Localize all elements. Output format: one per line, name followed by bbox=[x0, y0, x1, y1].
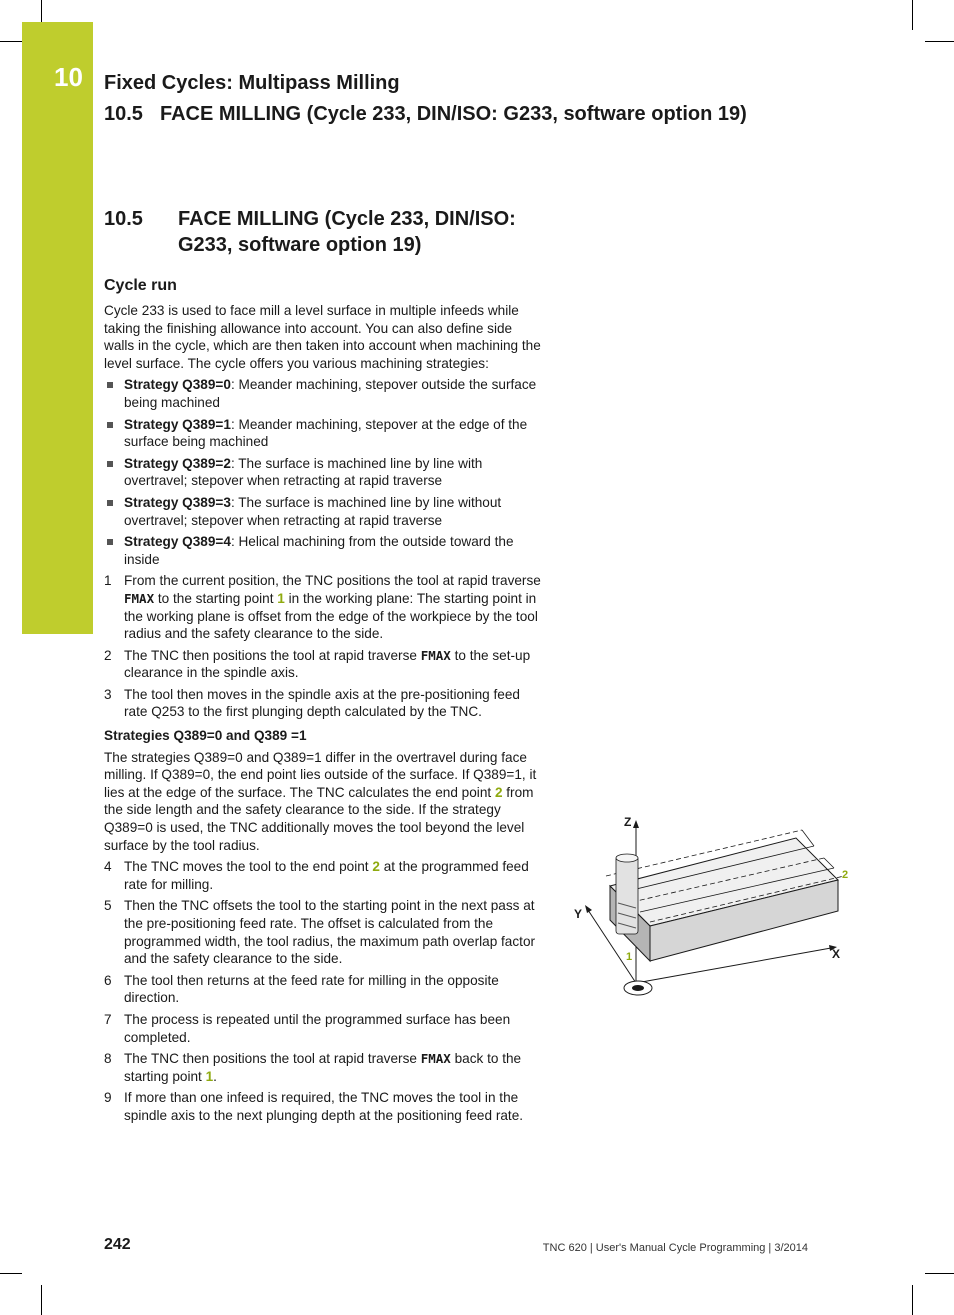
list-item bbox=[104, 858, 544, 893]
strategy-label: Strategy Q389=0 bbox=[124, 377, 231, 393]
axis-label-z: Z bbox=[624, 815, 632, 829]
strategy-text: : Helical machining from the outside toward the inside bbox=[124, 534, 514, 567]
list-item bbox=[104, 1089, 544, 1124]
step-text-part: The TNC moves the tool to the end point bbox=[124, 859, 373, 875]
step-text: The tool then returns at the feed rate for milling in the opposite direction. bbox=[124, 972, 499, 1006]
milling-cutter bbox=[616, 854, 638, 934]
paragraph-part: The strategies Q389=0 and Q389=1 differ in the overtravel during face milling. If Q389=0, the end point lies outside of the surface. If Q389=1, it lies at the edge of the surface. The TNC calculates the end point bbox=[104, 749, 537, 800]
chapter-number: 10 bbox=[54, 62, 83, 92]
strategy-text: : Meander machining, stepover outside the surface being machined bbox=[124, 377, 537, 410]
chapter-side-band bbox=[22, 22, 93, 634]
crop-mark bbox=[41, 0, 42, 22]
point-ref: 2 bbox=[372, 859, 380, 875]
list-item bbox=[104, 1050, 544, 1085]
paragraph-part: from the side length and the safety clearance to the side. If the strategy Q389=0 is used, the TNC additionally moves the tool beyond the level surface by the tool radius. bbox=[104, 784, 534, 853]
step-text-part: at the programmed feed rate for milling. bbox=[124, 859, 529, 892]
list-item bbox=[104, 416, 544, 451]
strategy-text: : Meander machining, stepover at the edge of the surface being machined bbox=[124, 416, 528, 450]
list-item bbox=[104, 533, 544, 568]
step-number: 3 bbox=[104, 686, 112, 702]
step-number: 6 bbox=[104, 972, 112, 988]
crop-mark bbox=[912, 0, 913, 30]
list-item bbox=[104, 572, 544, 642]
list-item bbox=[104, 455, 544, 490]
section-title: FACE MILLING (Cycle 233, DIN/ISO: G233, software option 19) bbox=[178, 208, 516, 256]
strategy-label: Strategy Q389=2 bbox=[124, 455, 231, 471]
crop-mark bbox=[912, 1285, 913, 1315]
step-text bbox=[124, 858, 544, 893]
step-number: 2 bbox=[104, 647, 112, 663]
section-heading bbox=[104, 206, 544, 258]
step-number: 5 bbox=[104, 898, 112, 914]
running-header-chapter-title: Fixed Cycles: Multipass Milling bbox=[104, 72, 400, 94]
point-ref: 2 bbox=[494, 784, 503, 800]
step-text: The process is repeated until the programmed surface has been completed. bbox=[124, 1011, 511, 1045]
section-number: 10.5 bbox=[104, 208, 143, 230]
code-fmax: FMAX bbox=[420, 1051, 451, 1067]
footer-doc-info: TNC 620 | User's Manual Cycle Programming | 3/2014 bbox=[542, 1242, 808, 1254]
step-number: 4 bbox=[104, 859, 112, 875]
strategy-text: : The surface is machined line by line without overtravel; stepover when retracting at rapid traverse bbox=[124, 494, 502, 528]
body-text bbox=[104, 276, 544, 1129]
list-item bbox=[104, 1011, 544, 1046]
step-number: 8 bbox=[104, 1051, 112, 1067]
crop-mark bbox=[925, 41, 954, 42]
face-milling-figure bbox=[566, 808, 856, 1008]
running-header-section-title: FACE MILLING (Cycle 233, DIN/ISO: G233, software option 19) bbox=[160, 103, 747, 125]
strategy-label: Strategy Q389=4 bbox=[124, 534, 231, 550]
origin-symbol bbox=[624, 981, 652, 995]
step-text bbox=[124, 572, 544, 642]
strategies-paragraph bbox=[104, 749, 544, 855]
cycle-run-heading: Cycle run bbox=[104, 277, 177, 294]
crop-mark bbox=[41, 1285, 42, 1315]
list-item bbox=[104, 647, 544, 682]
list-item bbox=[104, 376, 544, 411]
list-item bbox=[104, 686, 544, 721]
list-item bbox=[104, 972, 544, 1007]
step-text-part: to the starting point bbox=[154, 590, 278, 606]
strategy-label: Strategy Q389=3 bbox=[124, 494, 231, 510]
axis-label-y: Y bbox=[574, 907, 583, 921]
running-header-section bbox=[104, 103, 747, 126]
code-fmax: FMAX bbox=[124, 590, 155, 606]
code-fmax: FMAX bbox=[420, 647, 451, 663]
step-text-part: back to the starting point bbox=[124, 1051, 522, 1084]
strategies-heading: Strategies Q389=0 and Q389 =1 bbox=[104, 728, 307, 744]
step-text-part: From the current position, the TNC positions the tool at rapid traverse bbox=[124, 573, 541, 589]
strategy-list bbox=[104, 376, 544, 568]
step-text bbox=[124, 1050, 544, 1085]
step-text-part: The TNC then positions the tool at rapid traverse bbox=[124, 1051, 421, 1067]
step-number: 7 bbox=[104, 1011, 112, 1027]
point-ref: 1 bbox=[205, 1068, 214, 1084]
step-text-part: in the working plane: The starting point in the working plane is offset from the edge of the workpiece by the tool radius and the safety clearance to the side. bbox=[124, 590, 538, 642]
strategy-steps bbox=[104, 858, 544, 1124]
step-text: Then the TNC offsets the tool to the starting point in the next pass at the pre-positioning feed rate. The offset is calculated from the programmed width, the tool radius, the maximum path overlap factor and the safety clearance to the side. bbox=[124, 898, 536, 967]
cycle-steps bbox=[104, 572, 544, 721]
step-text bbox=[124, 647, 544, 682]
point-ref: 1 bbox=[277, 590, 285, 606]
crop-mark bbox=[0, 41, 22, 42]
page-number: 242 bbox=[104, 1236, 131, 1253]
running-header-section-number: 10.5 bbox=[104, 103, 143, 125]
step-text-part: to the set-up clearance in the spindle axis. bbox=[124, 647, 531, 681]
step-text-part: . bbox=[213, 1068, 217, 1084]
strategy-label: Strategy Q389=1 bbox=[124, 416, 231, 432]
cycle-run-intro: Cycle 233 is used to face mill a level surface in multiple infeeds while taking the finishing allowance into account. You can also define side walls in the cycle, which are then taken into account when machining the level surface. The cycle offers you various machining strategies: bbox=[104, 303, 541, 371]
strategy-text: : The surface is machined line by line with overtravel; stepover when retracting at rapid traverse bbox=[124, 455, 483, 489]
point-label-1: 1 bbox=[626, 951, 633, 963]
crop-mark bbox=[0, 1273, 22, 1274]
point-label-2: 2 bbox=[842, 869, 849, 881]
step-number: 1 bbox=[104, 573, 112, 589]
crop-mark bbox=[925, 1273, 954, 1274]
step-text: The tool then moves in the spindle axis at the pre-positioning feed rate Q253 to the first plunging depth calculated by the TNC. bbox=[124, 686, 520, 720]
step-text: If more than one infeed is required, the TNC moves the tool in the spindle axis to the next plunging depth at the positioning feed rate. bbox=[124, 1090, 524, 1123]
step-text-part: The TNC then positions the tool at rapid traverse bbox=[124, 647, 421, 663]
axis-label-x: X bbox=[832, 947, 841, 961]
list-item bbox=[104, 897, 544, 967]
list-item bbox=[104, 494, 544, 529]
step-number: 9 bbox=[104, 1090, 112, 1106]
